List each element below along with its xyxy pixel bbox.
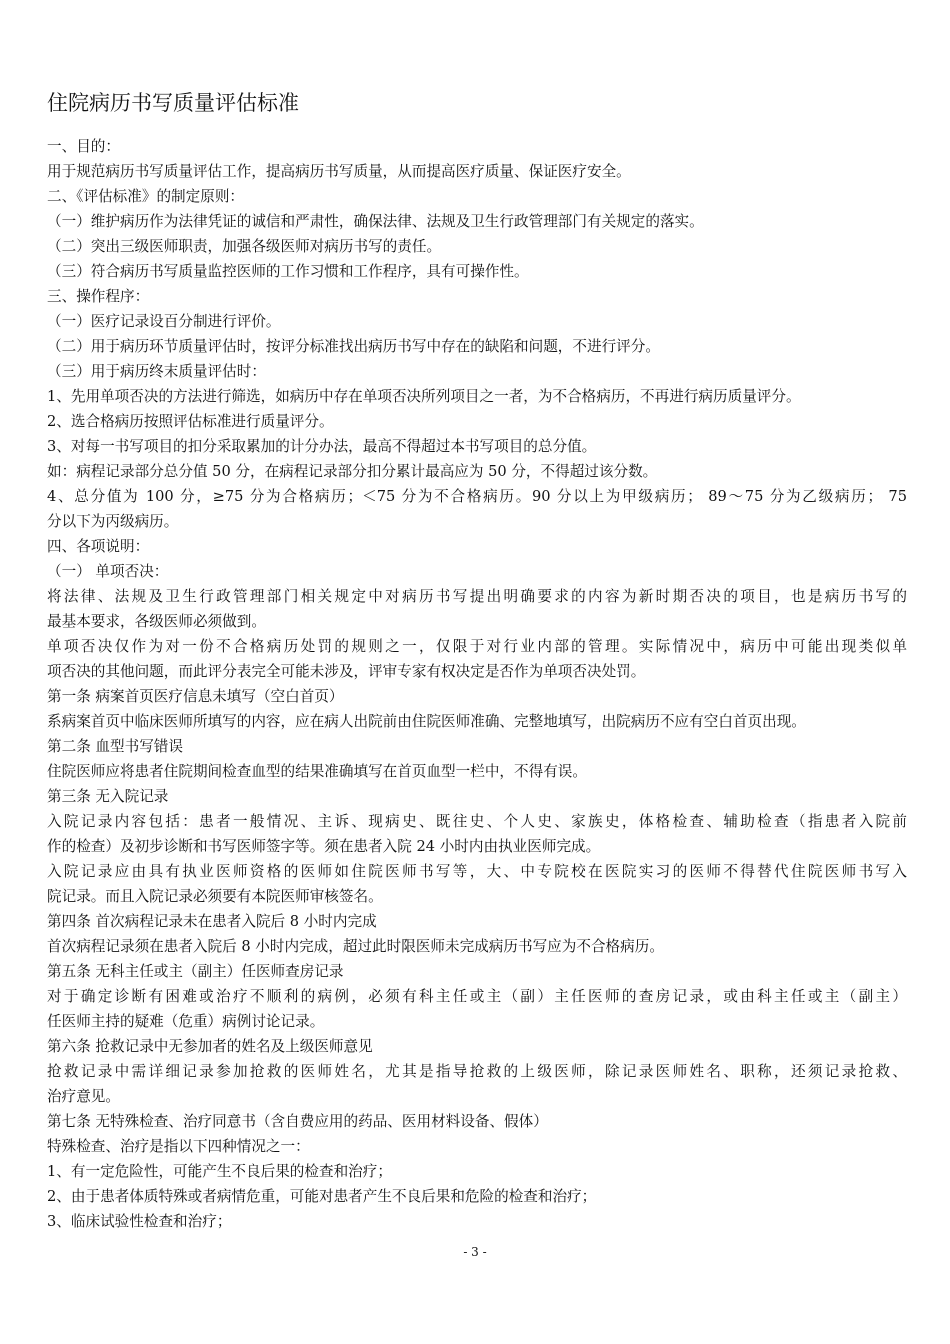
page-number: - 3 - xyxy=(463,1245,487,1259)
document-body xyxy=(47,134,907,1234)
text-line: 单项否决仅作为对一份不合格病历处罚的规则之一，仅限于对行业内部的管理。实际情况中，病历中可能出现类似单 xyxy=(47,638,907,655)
text-line: 3、临床试验性检查和治疗； xyxy=(47,1213,232,1230)
text-line: 系病案首页中临床医师所填写的内容，应在病人出院前由住院医师准确、完整地填写，出院病历不应有空白首页出现。 xyxy=(47,713,806,730)
text-line: 1、先用单项否决的方法进行筛选，如病历中存在单项否决所列项目之一者，为不合格病历，不再进行病历质量评分。 xyxy=(47,388,801,405)
text-line: （一）医疗记录设百分制进行评价。 xyxy=(47,313,281,330)
text-line: 3、对每一书写项目的扣分采取累加的计分办法，最高不得超过本书写项目的总分值。 xyxy=(47,438,597,455)
text-line: 一、目的： xyxy=(47,138,120,155)
text-line: 2、选合格病历按照评估标准进行质量评分。 xyxy=(47,413,334,430)
text-line: 入院记录应由具有执业医师资格的医师如住院医师书写等，大、中专院校在医院实习的医师不得替代住院医师书写入 xyxy=(47,863,907,880)
text-line: 住院医师应将患者住院期间检查血型的结果准确填写在首页血型一栏中，不得有误。 xyxy=(47,763,587,780)
text-line: 入院记录内容包括：患者一般情况、主诉、现病史、既往史、个人史、家族史，体格检查、辅助检查（指患者入院前 xyxy=(47,813,907,830)
text-line: 第二条 血型书写错误 xyxy=(47,738,183,755)
text-line: 三、操作程序： xyxy=(47,288,150,305)
text-line: 最基本要求，各级医师必须做到。 xyxy=(47,613,266,630)
text-line: （二）突出三级医师职责，加强各级医师对病历书写的责任。 xyxy=(47,238,442,255)
text-line: （二）用于病历环节质量评估时，按评分标准找出病历书写中存在的缺陷和问题，不进行评分。 xyxy=(47,338,660,355)
text-line: 第七条 无特殊检查、治疗同意书（含自费应用的药品、医用材料设备、假体） xyxy=(47,1113,548,1130)
text-line: 1、有一定危险性，可能产生不良后果的检查和治疗； xyxy=(47,1163,392,1180)
text-line: 第五条 无科主任或主（副主）任医师查房记录 xyxy=(47,963,344,980)
text-line: （一） 单项否决： xyxy=(47,563,169,580)
text-line: 4、总分值为 100 分，≥75 分为合格病历；＜75 分为不合格病历。90 分以上为甲级病历； 89～75 分为乙级病历； 75 xyxy=(47,488,907,505)
text-line: 第一条 病案首页医疗信息未填写（空白首页） xyxy=(47,688,344,705)
text-line: 第四条 首次病程记录未在患者入院后 8 小时内完成 xyxy=(47,913,377,930)
text-line: 分以下为丙级病历。 xyxy=(47,513,179,530)
text-line: 抢救记录中需详细记录参加抢救的医师姓名，尤其是指导抢救的上级医师，除记录医师姓名、职称，还须记录抢救、 xyxy=(47,1063,907,1080)
text-line: 任医师主持的疑难（危重）病例讨论记录。 xyxy=(47,1013,325,1030)
text-line: 四、各项说明： xyxy=(47,538,150,555)
text-line: 治疗意见。 xyxy=(47,1088,120,1105)
text-line: （三）用于病历终末质量评估时： xyxy=(47,363,266,380)
text-line: （三）符合病历书写质量监控医师的工作习惯和工作程序，具有可操作性。 xyxy=(47,263,529,280)
text-line: 项否决的其他问题，而此评分表完全可能未涉及，评审专家有权决定是否作为单项否决处罚。 xyxy=(47,663,646,680)
text-line: 首次病程记录须在患者入院后 8 小时内完成，超过此时限医师未完成病历书写应为不合格病历。 xyxy=(47,938,664,955)
text-line: 用于规范病历书写质量评估工作，提高病历书写质量，从而提高医疗质量、保证医疗安全。 xyxy=(47,163,631,180)
text-line: 作的检查）及初步诊断和书写医师签字等。须在患者入院 24 小时内由执业医师完成。 xyxy=(47,838,601,855)
text-line: 二、《评估标准》的制定原则： xyxy=(47,188,245,205)
text-line: 将法律、法规及卫生行政管理部门相关规定中对病历书写提出明确要求的内容为新时期否决的项目，也是病历书写的 xyxy=(47,588,907,605)
text-line: 院记录。而且入院记录必须要有本院医师审核签名。 xyxy=(47,888,383,905)
text-line: 如：病程记录部分总分值 50 分，在病程记录部分扣分累计最高应为 50 分，不得超过该分数。 xyxy=(47,463,658,480)
text-line: 第六条 抢救记录中无参加者的姓名及上级医师意见 xyxy=(47,1038,373,1055)
text-line: （一）维护病历作为法律凭证的诚信和严肃性，确保法律、法规及卫生行政管理部门有关规定的落实。 xyxy=(47,213,704,230)
text-line: 特殊检查、治疗是指以下四种情况之一： xyxy=(47,1138,310,1155)
text-line: 2、由于患者体质特殊或者病情危重，可能对患者产生不良后果和危险的检查和治疗； xyxy=(47,1188,597,1205)
document-title: 住院病历书写质量评估标准 xyxy=(47,91,299,115)
text-line: 对于确定诊断有困难或治疗不顺利的病例，必须有科主任或主（副）主任医师的查房记录，或由科主任或主（副主） xyxy=(47,988,907,1005)
text-line: 第三条 无入院记录 xyxy=(47,788,169,805)
